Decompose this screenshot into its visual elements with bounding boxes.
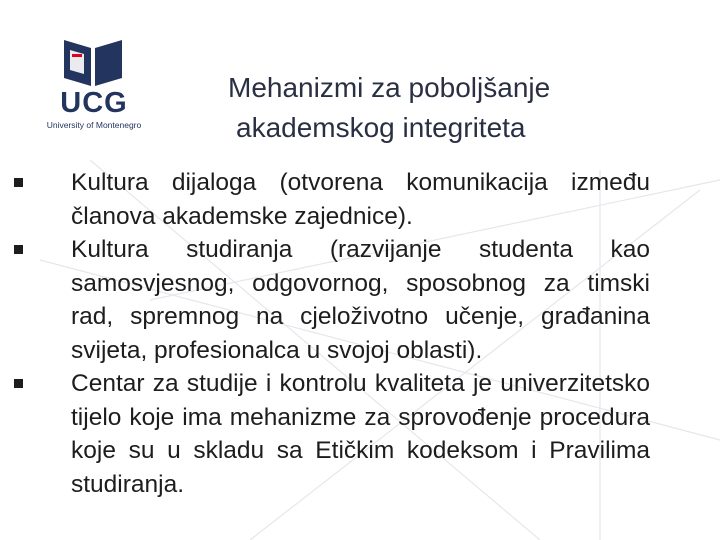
logo-subtitle: University of Montenegro	[46, 120, 142, 130]
title-line-1: Mehanizmi za poboljšanje	[228, 72, 551, 103]
logo-wordmark: UCG	[60, 87, 128, 119]
university-logo	[38, 36, 150, 128]
slide-title	[228, 68, 688, 148]
bullet-text: Kultura dijaloga (otvorena komunikacija između članova akademske zajednice).	[71, 169, 650, 230]
title-line-2: akademskog integriteta	[236, 112, 526, 143]
bullet-item	[14, 367, 650, 501]
bullet-list	[14, 166, 650, 501]
bullet-text: Kultura studiranja (razvijanje studenta kao samosvjesnog, odgovornog, sposobnog za timski rad, spremnog na cjeloživotno učenje, građanina svijeta, profesionalca u svojoj oblasti).	[71, 236, 650, 364]
bullet-item	[14, 166, 650, 233]
bullet-marker-icon	[14, 379, 23, 388]
bullet-marker-icon	[14, 178, 23, 187]
book-icon	[62, 36, 124, 88]
bullet-text: Centar za studije i kontrolu kvaliteta je univerzitetsko tijelo koje ima mehanizme za sprovođenje procedura koje su u skladu sa Etičkim kodeksom i Pravilima studiranja.	[71, 370, 650, 498]
bullet-marker-icon	[14, 245, 23, 254]
bullet-item	[14, 233, 650, 367]
